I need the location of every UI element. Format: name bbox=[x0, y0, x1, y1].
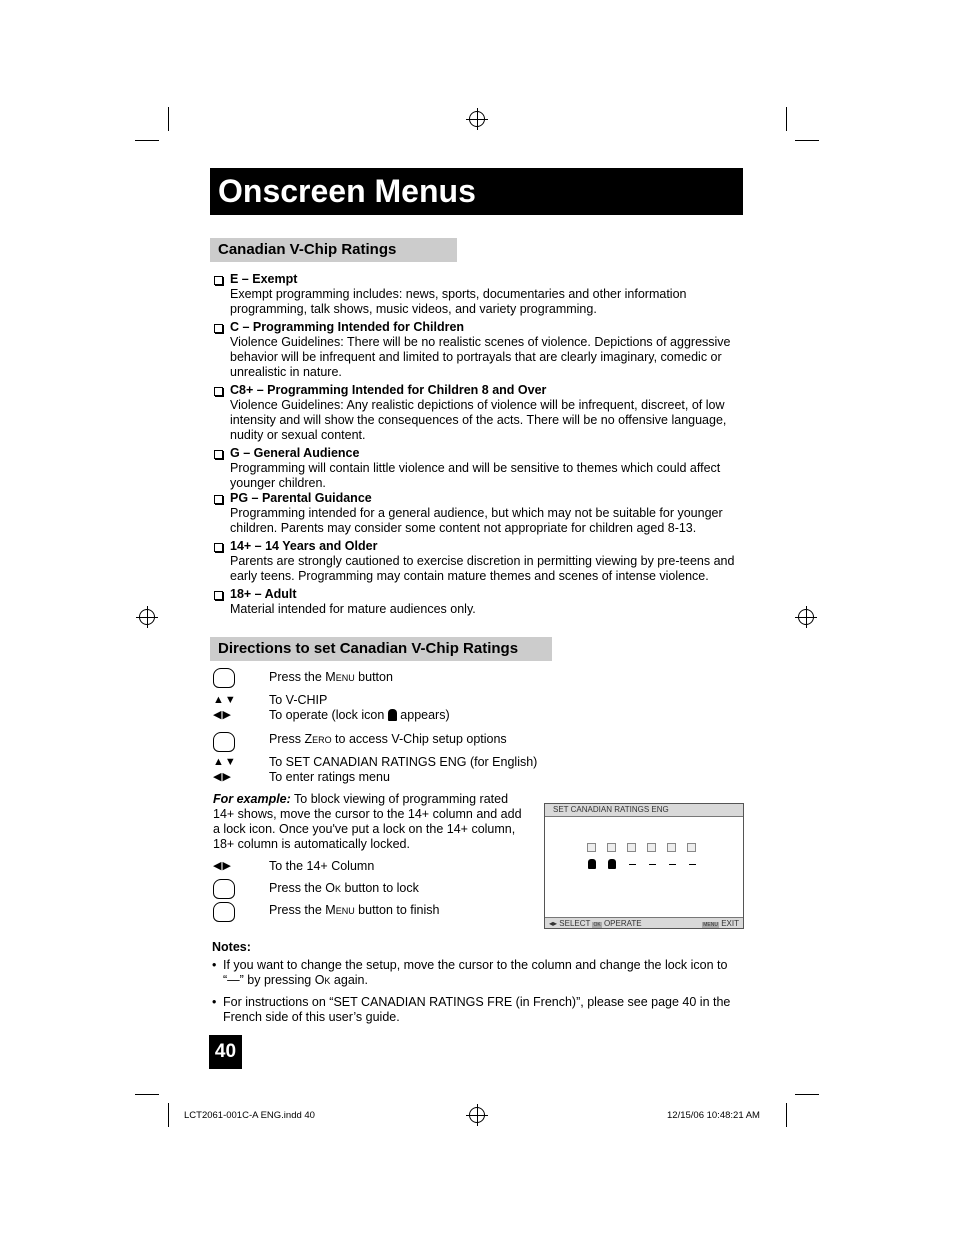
lock-icon bbox=[388, 709, 397, 721]
crop-mark bbox=[786, 107, 787, 131]
unlocked-dash bbox=[669, 864, 676, 865]
up-down-arrows-icon: ▲▼ bbox=[213, 694, 237, 706]
step-text: To SET CANADIAN RATINGS ENG (for English) bbox=[269, 755, 538, 769]
step-text: To V-CHIP bbox=[269, 693, 328, 707]
rating-item bbox=[213, 491, 743, 536]
crop-mark bbox=[795, 140, 819, 141]
rating-icon bbox=[627, 843, 636, 852]
step-text: To enter ratings menu bbox=[269, 770, 390, 784]
rating-label: 14+ – 14 Years and Older bbox=[213, 539, 743, 554]
rating-label: G – General Audience bbox=[213, 446, 743, 461]
rating-desc: Parents are strongly cautioned to exercise discretion in permitting viewing by pre-teens and early teens. Programming may contain mature themes and scenes of intense violence. bbox=[230, 554, 735, 583]
registration-mark-icon bbox=[469, 1107, 485, 1123]
left-right-arrows-icon: ◀▶ bbox=[213, 860, 232, 872]
rating-desc: Violence Guidelines: There will be no realistic scenes of violence. Depictions of aggressive behavior will be infrequent and limited to portrayals that are clearly imaginary, comedic or unrealistic in nature. bbox=[230, 335, 731, 379]
tv-screen-illustration bbox=[544, 803, 744, 929]
rating-icon bbox=[587, 843, 596, 852]
unlocked-dash bbox=[689, 864, 696, 865]
rating-item bbox=[213, 539, 743, 584]
registration-mark-icon bbox=[469, 111, 485, 127]
rating-item bbox=[213, 587, 743, 617]
notes-heading: Notes: bbox=[212, 940, 251, 954]
rating-icon bbox=[667, 843, 676, 852]
step-text: Press the Menu button bbox=[269, 670, 393, 684]
rating-label: PG – Parental Guidance bbox=[213, 491, 743, 506]
rating-icon bbox=[647, 843, 656, 852]
hand-button-icon bbox=[213, 732, 235, 752]
crop-mark bbox=[786, 1103, 787, 1127]
crop-mark bbox=[168, 1103, 169, 1127]
lock-icon bbox=[608, 859, 616, 869]
rating-item bbox=[213, 383, 743, 443]
page-number: 40 bbox=[209, 1035, 242, 1069]
step-text: Press Zero to access V-Chip setup options bbox=[269, 732, 507, 746]
section-heading: Canadian V-Chip Ratings bbox=[210, 238, 457, 262]
rating-label: 18+ – Adult bbox=[213, 587, 743, 602]
screen-title: SET CANADIAN RATINGS ENG bbox=[545, 804, 743, 817]
up-down-arrows-icon: ▲▼ bbox=[213, 756, 237, 768]
section-heading: Directions to set Canadian V-Chip Ratings bbox=[210, 637, 552, 661]
unlocked-dash bbox=[649, 864, 656, 865]
footer-file: LCT2061-001C-A ENG.indd 40 bbox=[184, 1110, 315, 1121]
unlocked-dash bbox=[629, 864, 636, 865]
rating-label: E – Exempt bbox=[213, 272, 743, 287]
step-text: Press the Menu button to finish bbox=[269, 903, 440, 917]
rating-icon bbox=[687, 843, 696, 852]
rating-icon bbox=[607, 843, 616, 852]
note-item: • If you want to change the setup, move the cursor to the column and change the lock icon to “—” by pressing Ok again. bbox=[212, 958, 728, 987]
rating-item bbox=[213, 272, 743, 317]
crop-mark bbox=[795, 1094, 819, 1095]
rating-desc: Violence Guidelines: Any realistic depictions of violence will be infrequent, discreet, of low intensity and will show the consequences of the acts. There will be no offensive language, nudity or sexual content. bbox=[230, 398, 727, 442]
step-text: Press the Ok button to lock bbox=[269, 881, 419, 895]
rating-desc: Programming intended for a general audience, but which may not be suitable for younger children. Parents may consider some content not appropriate for children aged 8-13. bbox=[230, 506, 723, 535]
left-right-arrows-icon: ◀▶ bbox=[213, 709, 232, 721]
rating-item bbox=[213, 446, 743, 491]
hand-button-icon bbox=[213, 668, 235, 688]
left-right-arrows-icon: ◀▶ bbox=[213, 771, 232, 783]
rating-desc: Exempt programming includes: news, sports, documentaries and other information programming, talk shows, music videos, and variety programming. bbox=[230, 287, 687, 316]
crop-mark bbox=[135, 1094, 159, 1095]
rating-desc: Material intended for mature audiences only. bbox=[230, 602, 476, 616]
hand-button-icon bbox=[213, 902, 235, 922]
rating-label: C8+ – Programming Intended for Children 8 and Over bbox=[213, 383, 743, 398]
lock-icon bbox=[588, 859, 596, 869]
step-text: To the 14+ Column bbox=[269, 859, 375, 873]
crop-mark bbox=[135, 140, 159, 141]
crop-mark bbox=[168, 107, 169, 131]
screen-footer: ◂▸ SELECT OK OPERATE MENU EXIT bbox=[545, 917, 743, 928]
rating-label: C – Programming Intended for Children bbox=[213, 320, 743, 335]
page-title: Onscreen Menus bbox=[210, 168, 743, 215]
step-text: To operate (lock icon appears) bbox=[269, 708, 450, 722]
rating-desc: Programming will contain little violence and will be sensitive to themes which could affect younger children. bbox=[230, 461, 721, 490]
registration-mark-icon bbox=[139, 609, 155, 625]
registration-mark-icon bbox=[798, 609, 814, 625]
note-item: • For instructions on “SET CANADIAN RATINGS FRE (in French)”, please see page 40 in the French side of this user’s guide. bbox=[212, 995, 731, 1024]
hand-button-icon bbox=[213, 879, 235, 899]
example-paragraph: For example: To block viewing of programming rated 14+ shows, move the cursor to the 14+ column and add a lock icon. Once you've put a lock on the 14+ column, 18+ column is automatically locked. bbox=[213, 792, 522, 851]
rating-item bbox=[213, 320, 743, 380]
footer-date: 12/15/06 10:48:21 AM bbox=[667, 1110, 760, 1121]
